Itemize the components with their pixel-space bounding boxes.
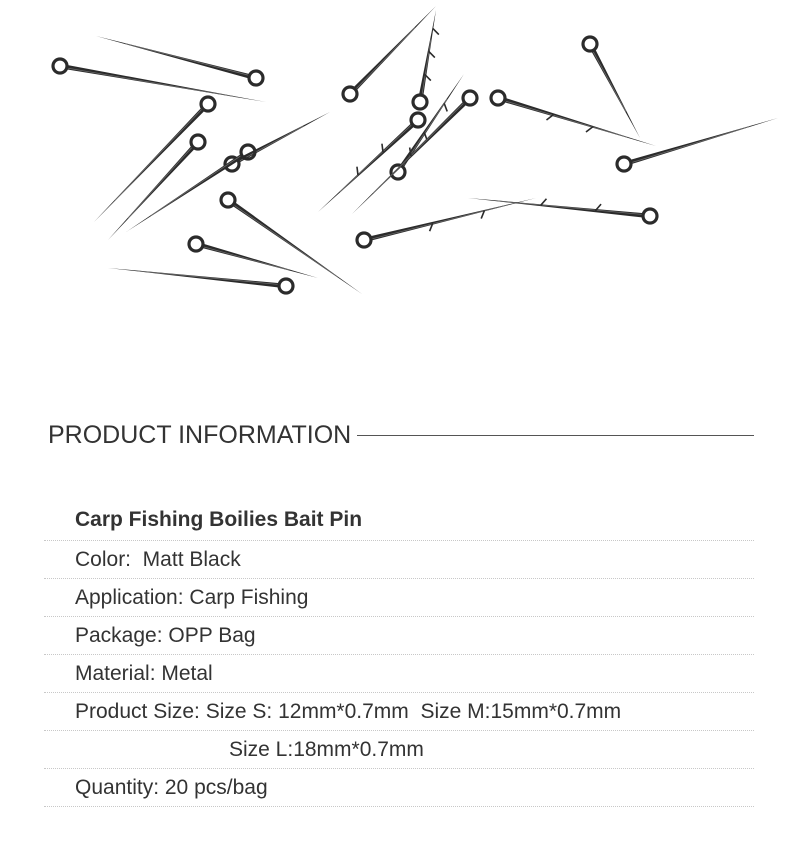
size-spec-line-2: Size L:18mm*0.7mm — [229, 738, 424, 761]
bait-pin — [221, 193, 362, 294]
section-title: PRODUCT INFORMATION — [48, 420, 352, 449]
bait-pin — [94, 97, 215, 222]
material-row — [44, 655, 754, 693]
color-spec: Color: Matt Black — [75, 548, 241, 571]
application-spec: Application: Carp Fishing — [75, 586, 309, 609]
bait-pin — [108, 135, 205, 240]
bait-pins-group — [53, 6, 778, 294]
quantity-row — [44, 769, 754, 807]
bait-pin — [391, 74, 464, 179]
bait-pin — [468, 198, 657, 223]
size-spec-line-1: Product Size: Size S: 12mm*0.7mm Size M:15mm*0.7mm — [75, 700, 622, 723]
bait-pin — [491, 91, 656, 146]
bait-pin — [225, 112, 330, 171]
bait-pin — [318, 113, 425, 212]
application-row — [44, 579, 754, 617]
product-info-table — [44, 500, 754, 807]
section-header — [48, 418, 754, 452]
material-spec: Material: Metal — [75, 662, 213, 685]
product-name: Carp Fishing Boilies Bait Pin — [75, 508, 363, 531]
package-row — [44, 617, 754, 655]
product-photo — [0, 0, 800, 330]
bait-pin — [126, 145, 255, 232]
product-size-row — [44, 693, 754, 769]
section-divider — [357, 435, 754, 436]
bait-pin — [357, 198, 536, 247]
color-row — [44, 541, 754, 579]
bait-pin — [617, 118, 778, 171]
bait-pin — [352, 91, 477, 214]
bait-pin — [108, 268, 293, 293]
package-spec: Package: OPP Bag — [75, 624, 256, 647]
bait-pin — [53, 59, 266, 102]
bait-pin — [583, 37, 640, 138]
bait-pin — [189, 237, 318, 278]
quantity-spec: Quantity: 20 pcs/bag — [75, 776, 268, 799]
product-name-row — [44, 500, 754, 541]
